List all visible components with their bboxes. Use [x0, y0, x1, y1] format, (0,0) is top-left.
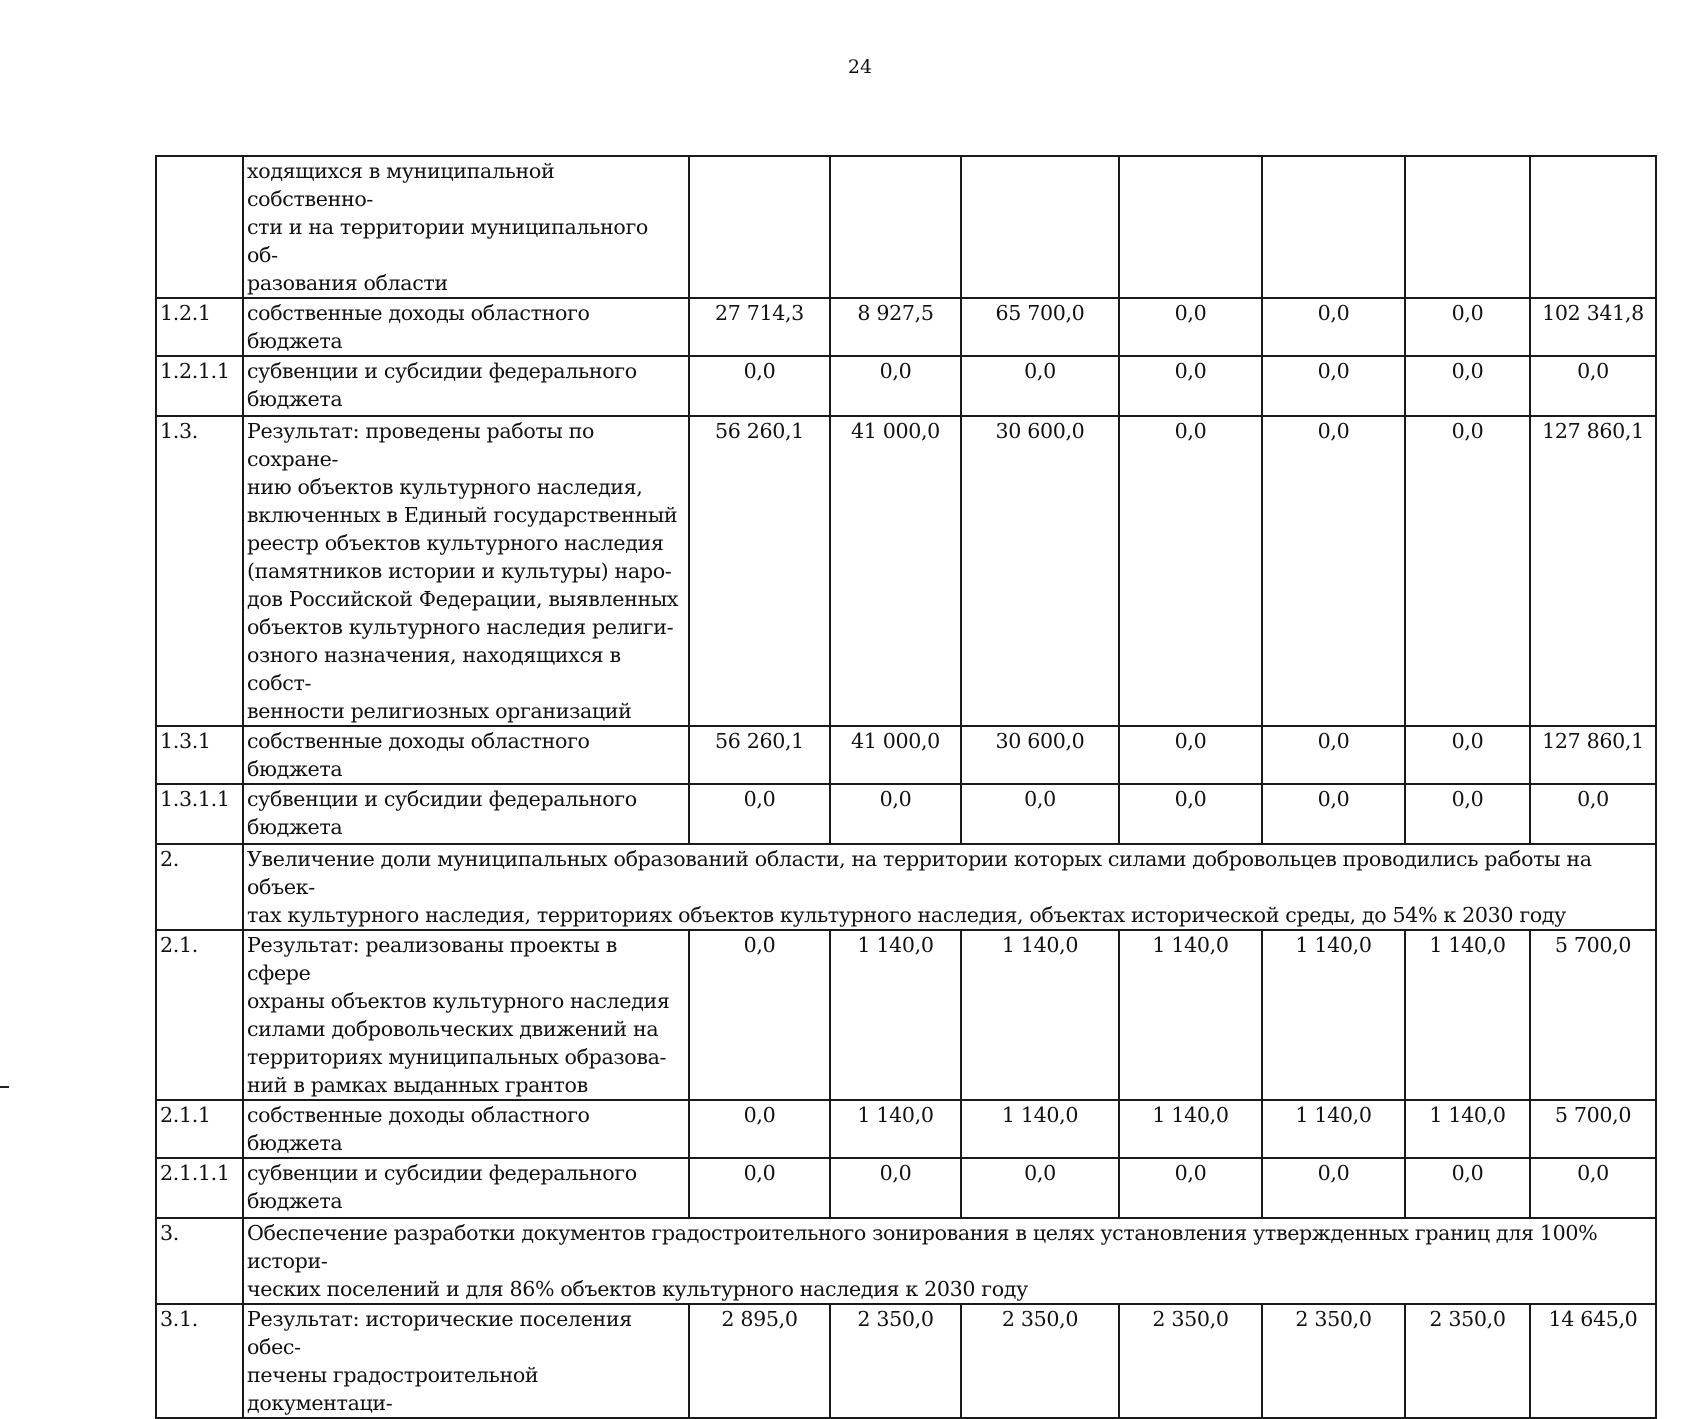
value-cell: 27 714,3	[689, 298, 830, 356]
value-cell: 0,0	[830, 1158, 961, 1218]
table-row	[156, 1304, 1656, 1418]
value-cell: 41 000,0	[830, 416, 961, 726]
value-cell: 0,0	[961, 784, 1119, 844]
value-cell: 0,0	[689, 1100, 830, 1158]
value-total: 14 645,0	[1530, 1304, 1656, 1418]
value-cell: 0,0	[961, 1158, 1119, 1218]
table-row	[156, 726, 1656, 784]
row-code: 2.1.	[156, 930, 243, 1100]
row-code: 1.2.1.1	[156, 356, 243, 416]
table-row	[156, 1100, 1656, 1158]
value-cell: 0,0	[961, 356, 1119, 416]
value-cell: 0,0	[1119, 1158, 1262, 1218]
value-cell: 8 927,5	[830, 298, 961, 356]
value-cell: 56 260,1	[689, 726, 830, 784]
table-row	[156, 156, 1656, 298]
value-cell: 0,0	[1119, 416, 1262, 726]
value-cell: 1 140,0	[1119, 1100, 1262, 1158]
value-cell: 0,0	[1119, 726, 1262, 784]
row-code: 1.3.1	[156, 726, 243, 784]
value-cell: 0,0	[1262, 416, 1405, 726]
value-cell: 2 350,0	[830, 1304, 961, 1418]
value-cell	[961, 156, 1119, 298]
row-code: 1.2.1	[156, 298, 243, 356]
value-cell: 0,0	[1405, 726, 1530, 784]
value-cell: 0,0	[1262, 298, 1405, 356]
value-cell: 0,0	[1262, 1158, 1405, 1218]
row-description: субвенции и субсидии федерального бюджета	[243, 356, 689, 416]
value-cell: 1 140,0	[1262, 930, 1405, 1100]
row-description: собственные доходы областного бюджета	[243, 1100, 689, 1158]
row-code: 1.3.	[156, 416, 243, 726]
table-row	[156, 784, 1656, 844]
row-description: субвенции и субсидии федерального бюджета	[243, 1158, 689, 1218]
value-cell: 0,0	[689, 930, 830, 1100]
section-title: Увеличение доли муниципальных образований области, на территории которых силами добровольцев проводились работы на объек- тах культурного наследия, территориях объектов культурного наследия, объектах исторической среды, до 54% к 2030 году	[243, 844, 1656, 930]
row-code: 3.1.	[156, 1304, 243, 1418]
row-code: 2.1.1.1	[156, 1158, 243, 1218]
value-cell: 0,0	[1405, 356, 1530, 416]
value-total: 127 860,1	[1530, 726, 1656, 784]
value-cell: 0,0	[1262, 726, 1405, 784]
section-title: Обеспечение разработки документов градостроительного зонирования в целях установления утвержденных границ для 100% истори- ческих поселений и для 86% объектов культурного наследия к 2030 году	[243, 1218, 1656, 1304]
value-total: 0,0	[1530, 784, 1656, 844]
margin-mark	[0, 1086, 9, 1088]
row-description: собственные доходы областного бюджета	[243, 298, 689, 356]
section-row	[156, 1218, 1656, 1304]
value-cell: 2 895,0	[689, 1304, 830, 1418]
value-cell: 0,0	[830, 356, 961, 416]
value-cell: 1 140,0	[1262, 1100, 1405, 1158]
value-cell: 65 700,0	[961, 298, 1119, 356]
value-cell: 0,0	[1119, 784, 1262, 844]
budget-table	[155, 155, 1657, 1419]
row-code: 2.	[156, 844, 243, 930]
value-cell: 1 140,0	[1119, 930, 1262, 1100]
value-cell: 0,0	[1405, 1158, 1530, 1218]
value-cell: 56 260,1	[689, 416, 830, 726]
value-cell: 0,0	[830, 784, 961, 844]
value-cell: 0,0	[1405, 416, 1530, 726]
value-cell: 30 600,0	[961, 416, 1119, 726]
section-row	[156, 844, 1656, 930]
value-cell: 2 350,0	[961, 1304, 1119, 1418]
row-description: субвенции и субсидии федерального бюджета	[243, 784, 689, 844]
page-number: 24	[847, 56, 873, 78]
row-code: 1.3.1.1	[156, 784, 243, 844]
table-row	[156, 930, 1656, 1100]
value-cell: 0,0	[1119, 356, 1262, 416]
value-total	[1530, 156, 1656, 298]
value-total: 0,0	[1530, 1158, 1656, 1218]
value-cell: 0,0	[689, 784, 830, 844]
value-cell: 1 140,0	[1405, 930, 1530, 1100]
value-cell: 2 350,0	[1262, 1304, 1405, 1418]
row-code	[156, 156, 243, 298]
value-cell: 0,0	[1119, 298, 1262, 356]
value-cell: 0,0	[689, 1158, 830, 1218]
value-cell: 30 600,0	[961, 726, 1119, 784]
value-cell: 0,0	[1405, 784, 1530, 844]
value-cell: 0,0	[1262, 356, 1405, 416]
table-row	[156, 356, 1656, 416]
table-row	[156, 298, 1656, 356]
table-body	[156, 156, 1656, 1418]
value-total: 102 341,8	[1530, 298, 1656, 356]
value-cell: 2 350,0	[1119, 1304, 1262, 1418]
value-cell	[1262, 156, 1405, 298]
table-row	[156, 416, 1656, 726]
row-code: 3.	[156, 1218, 243, 1304]
value-cell: 2 350,0	[1405, 1304, 1530, 1418]
row-description: ходящихся в муниципальной собственно- сти и на территории муниципального об- разования области	[243, 156, 689, 298]
row-description: Результат: проведены работы по сохране- нию объектов культурного наследия, включенных в Единый государственный реестр объектов культурного наследия (памятников истории и культуры) наро- дов Российской Федерации, выявленных объектов культурного наследия религи- озного назначения, находящихся в собст- венности религиозных организаций	[243, 416, 689, 726]
value-cell: 0,0	[1405, 298, 1530, 356]
value-cell: 1 140,0	[1405, 1100, 1530, 1158]
value-total: 0,0	[1530, 356, 1656, 416]
value-cell	[1119, 156, 1262, 298]
value-cell: 1 140,0	[961, 930, 1119, 1100]
value-cell	[1405, 156, 1530, 298]
row-description: Результат: исторические поселения обес- печены градостроительной документаци-	[243, 1304, 689, 1418]
table-row	[156, 1158, 1656, 1218]
row-description: Результат: реализованы проекты в сфере охраны объектов культурного наследия силами добровольческих движений на территориях муниципальных образова- ний в рамках выданных грантов	[243, 930, 689, 1100]
value-cell: 1 140,0	[830, 1100, 961, 1158]
value-cell: 0,0	[689, 356, 830, 416]
value-total: 5 700,0	[1530, 930, 1656, 1100]
value-cell	[689, 156, 830, 298]
row-code: 2.1.1	[156, 1100, 243, 1158]
value-cell: 0,0	[1262, 784, 1405, 844]
row-description: собственные доходы областного бюджета	[243, 726, 689, 784]
value-total: 127 860,1	[1530, 416, 1656, 726]
value-cell	[830, 156, 961, 298]
value-cell: 1 140,0	[961, 1100, 1119, 1158]
value-cell: 41 000,0	[830, 726, 961, 784]
value-cell: 1 140,0	[830, 930, 961, 1100]
value-total: 5 700,0	[1530, 1100, 1656, 1158]
